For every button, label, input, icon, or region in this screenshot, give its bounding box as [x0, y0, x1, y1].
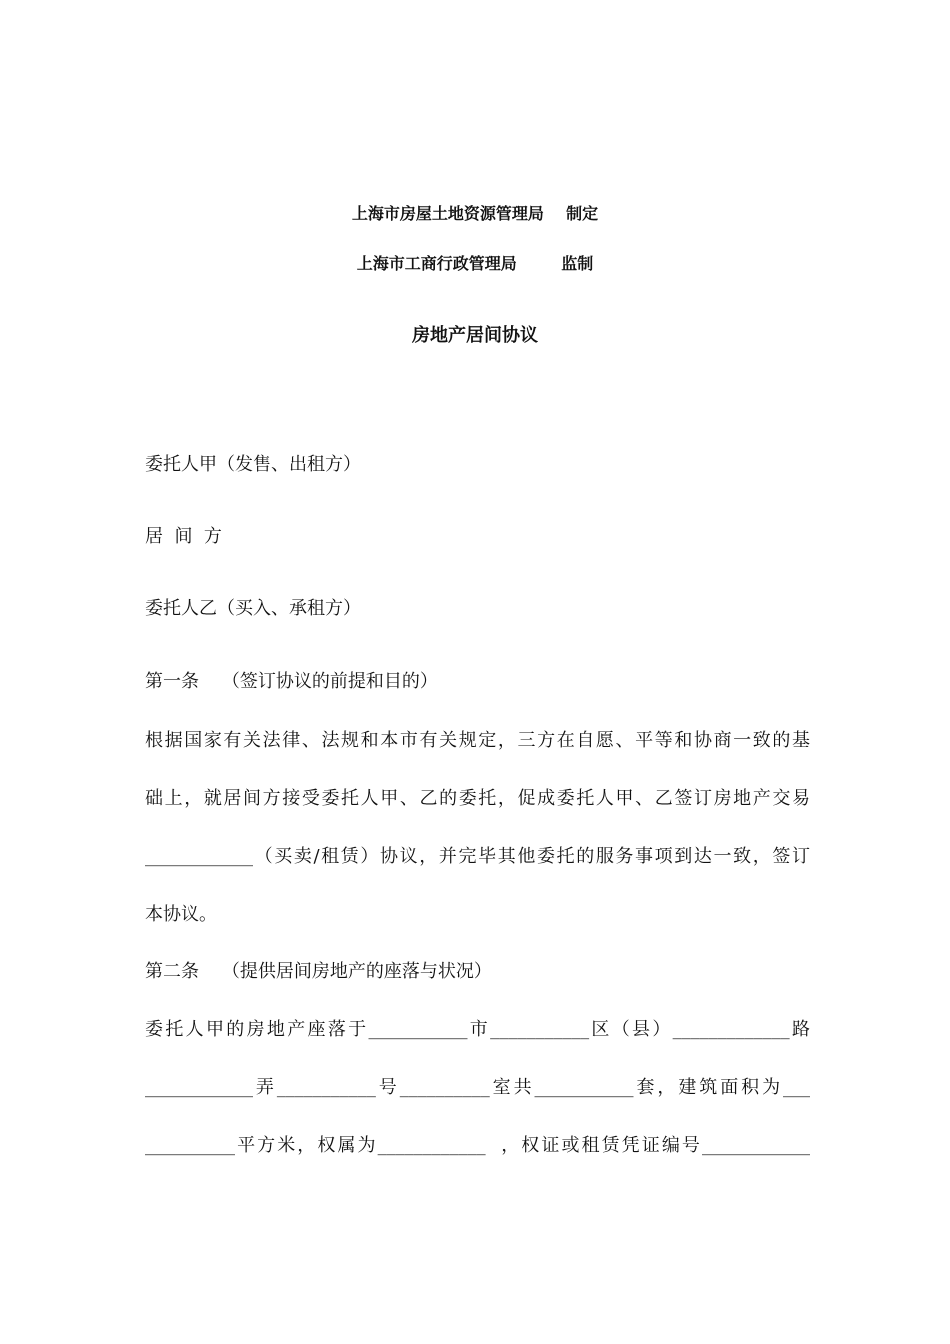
party-a-label: 委托人甲（发售、出租方） [145, 454, 361, 475]
issuer-line: 上海市房屋土地资源管理局 制定 [351, 204, 599, 223]
article-1-line: 本协议。 [145, 904, 217, 925]
article-2-heading: 第二条 （提供居间房地产的座落与状况） [145, 961, 492, 982]
document-title: 房地产居间协议 [412, 325, 538, 346]
article-1-line: 根据国家有关法律、法规和本市有关规定，三方在自愿、平等和协商一致的基 [145, 730, 810, 751]
article-2-line: __________平方米，权属为____________ ，权证或租赁凭证编号____________ [145, 1135, 810, 1156]
party-b-label: 委托人乙（买入、承租方） [145, 598, 361, 619]
intermediary-label: 居 间 方 [145, 526, 222, 547]
article-2-line: 委托人甲的房地产座落于___________市___________区（县）_____________路 [145, 1019, 810, 1040]
article-1-line: 础上，就居间方接受委托人甲、乙的委托，促成委托人甲、乙签订房地产交易 [145, 788, 810, 809]
article-1-heading: 第一条 （签订协议的前提和目的） [145, 671, 438, 692]
supervisor-line: 上海市工商行政管理局 监制 [356, 254, 594, 273]
article-2-line: ____________弄___________号__________室共___________套，建筑面积为___ [145, 1077, 810, 1098]
article-1-line: ____________（买卖/租赁）协议，并完毕其他委托的服务事项到达一致，签订 [145, 846, 810, 867]
